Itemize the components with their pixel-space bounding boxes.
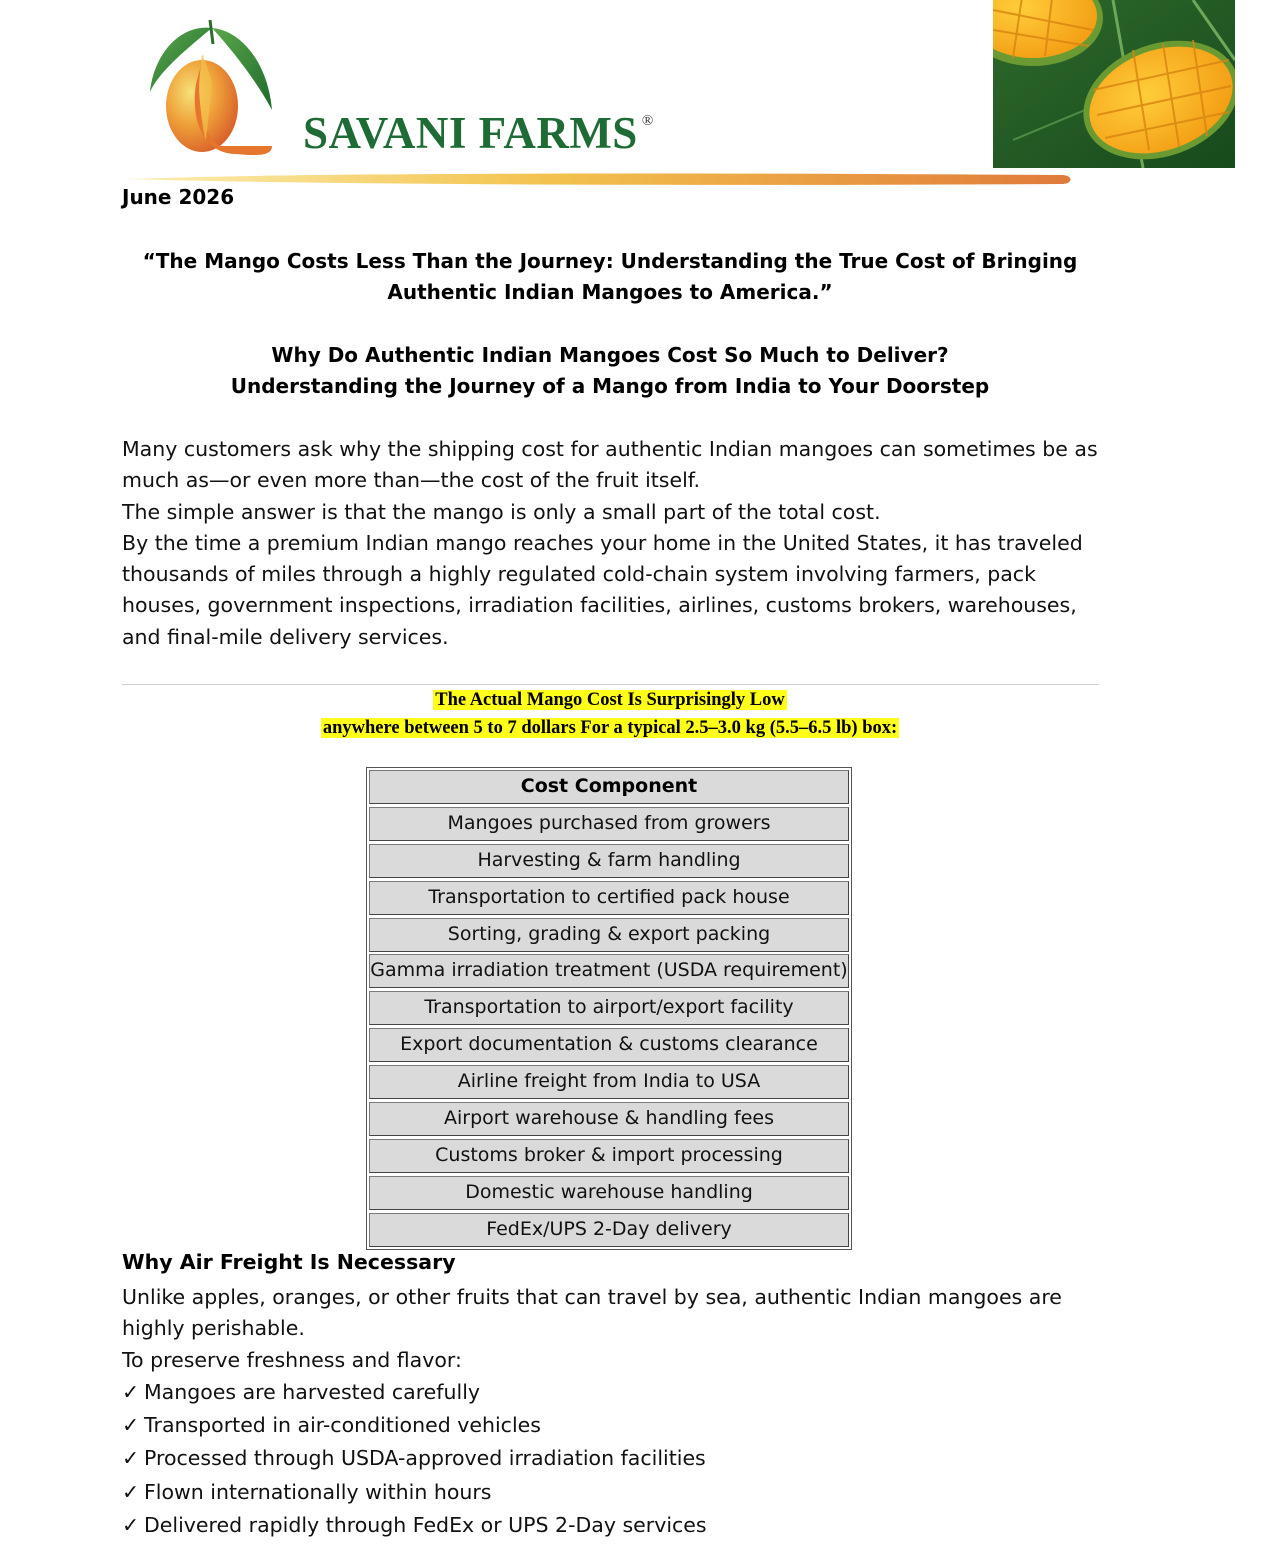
intro-paragraph: By the time a premium Indian mango reaches your home in the United States, it has traveled thousands of miles through a highly regulated cold-chain system involving farmers, pack houses, government inspections, irradiation facilities, airlines, customs brokers, warehouses, and final-mile delivery services.: [122, 530, 1083, 649]
cost-highlight-callout: [122, 686, 1098, 742]
title-line-1: “The Mango Costs Less Than the Journey: Understanding the True Cost of Bringing: [142, 249, 1078, 273]
brand-wordmark: SAVANI FARMS: [303, 108, 638, 158]
list-item: [122, 1509, 1022, 1542]
brand-name: [303, 108, 654, 158]
list-item: [122, 1409, 1022, 1442]
table-row: Airport warehouse & handling fees: [369, 1102, 849, 1136]
cut-mango-photo: [993, 0, 1235, 168]
checklist-text: Flown internationally within hours: [144, 1479, 492, 1504]
checklist-text: Mangoes are harvested carefully: [144, 1380, 481, 1404]
trademark-symbol: ®: [641, 113, 654, 129]
air-freight-paragraph: Unlike apples, oranges, or other fruits that can travel by sea, authentic Indian mangoes are highly perishable.: [122, 1285, 1062, 1341]
checkmark-icon: ✓: [122, 1512, 140, 1537]
checklist-text: Processed through USDA-approved irradiation facilities: [144, 1446, 706, 1471]
checkmark-icon: ✓: [122, 1413, 140, 1438]
table-row: Transportation to airport/export facility: [369, 991, 849, 1025]
table-row: Domestic warehouse handling: [369, 1176, 849, 1210]
list-item: [122, 1442, 1022, 1475]
intro-paragraph: Many customers ask why the shipping cost for authentic Indian mangoes can sometimes be as much as—or even more than—the cost of the fruit itself.: [122, 437, 1098, 493]
header-swoosh-divider: [128, 170, 1073, 188]
subtitle-line-1: Why Do Authentic Indian Mangoes Cost So Much to Deliver?: [271, 343, 949, 367]
air-freight-paragraph: To preserve freshness and flavor:: [122, 1347, 462, 1372]
table-row: Transportation to certified pack house: [369, 881, 849, 915]
highlight-line-2: anywhere between 5 to 7 dollars For a typical 2.5–3.0 kg (5.5–6.5 lb) box:: [322, 718, 898, 738]
document-date: June 2026: [122, 185, 235, 209]
checkmark-icon: ✓: [122, 1380, 140, 1404]
cost-component-table: [366, 767, 852, 1250]
list-item: [122, 1376, 1022, 1409]
checklist-text: Transported in air-conditioned vehicles: [144, 1413, 541, 1438]
table-row: Sorting, grading & export packing: [369, 918, 849, 952]
table-row: Mangoes purchased from growers: [369, 807, 849, 841]
table-header: Cost Component: [369, 770, 849, 804]
document-title: [122, 246, 1098, 308]
table-row: Harvesting & farm handling: [369, 844, 849, 878]
mango-leaf-logo: [140, 14, 285, 164]
checklist-text: Delivered rapidly through FedEx or UPS 2-Day services: [144, 1512, 707, 1537]
document-subtitle: [122, 340, 1098, 402]
checkmark-icon: ✓: [122, 1479, 140, 1504]
table-row: Airline freight from India to USA: [369, 1065, 849, 1099]
air-freight-text: [122, 1282, 1102, 1376]
table-row: Gamma irradiation treatment (USDA requirement): [369, 954, 849, 988]
list-item: [122, 1476, 1022, 1509]
intro-text: [122, 434, 1102, 653]
table-row: FedEx/UPS 2-Day delivery: [369, 1213, 849, 1247]
highlight-line-1: The Actual Mango Cost Is Surprisingly Low: [435, 690, 785, 710]
section-heading-air-freight: Why Air Freight Is Necessary: [122, 1250, 456, 1274]
horizontal-rule: [122, 684, 1099, 685]
intro-paragraph: The simple answer is that the mango is only a small part of the total cost.: [122, 499, 881, 524]
freshness-checklist: [122, 1376, 1022, 1542]
title-line-2: Authentic Indian Mangoes to America.”: [387, 280, 833, 304]
subtitle-line-2: Understanding the Journey of a Mango from India to Your Doorstep: [230, 374, 990, 398]
table-row: Customs broker & import processing: [369, 1139, 849, 1173]
checkmark-icon: ✓: [122, 1446, 140, 1471]
table-row: Export documentation & customs clearance: [369, 1028, 849, 1062]
